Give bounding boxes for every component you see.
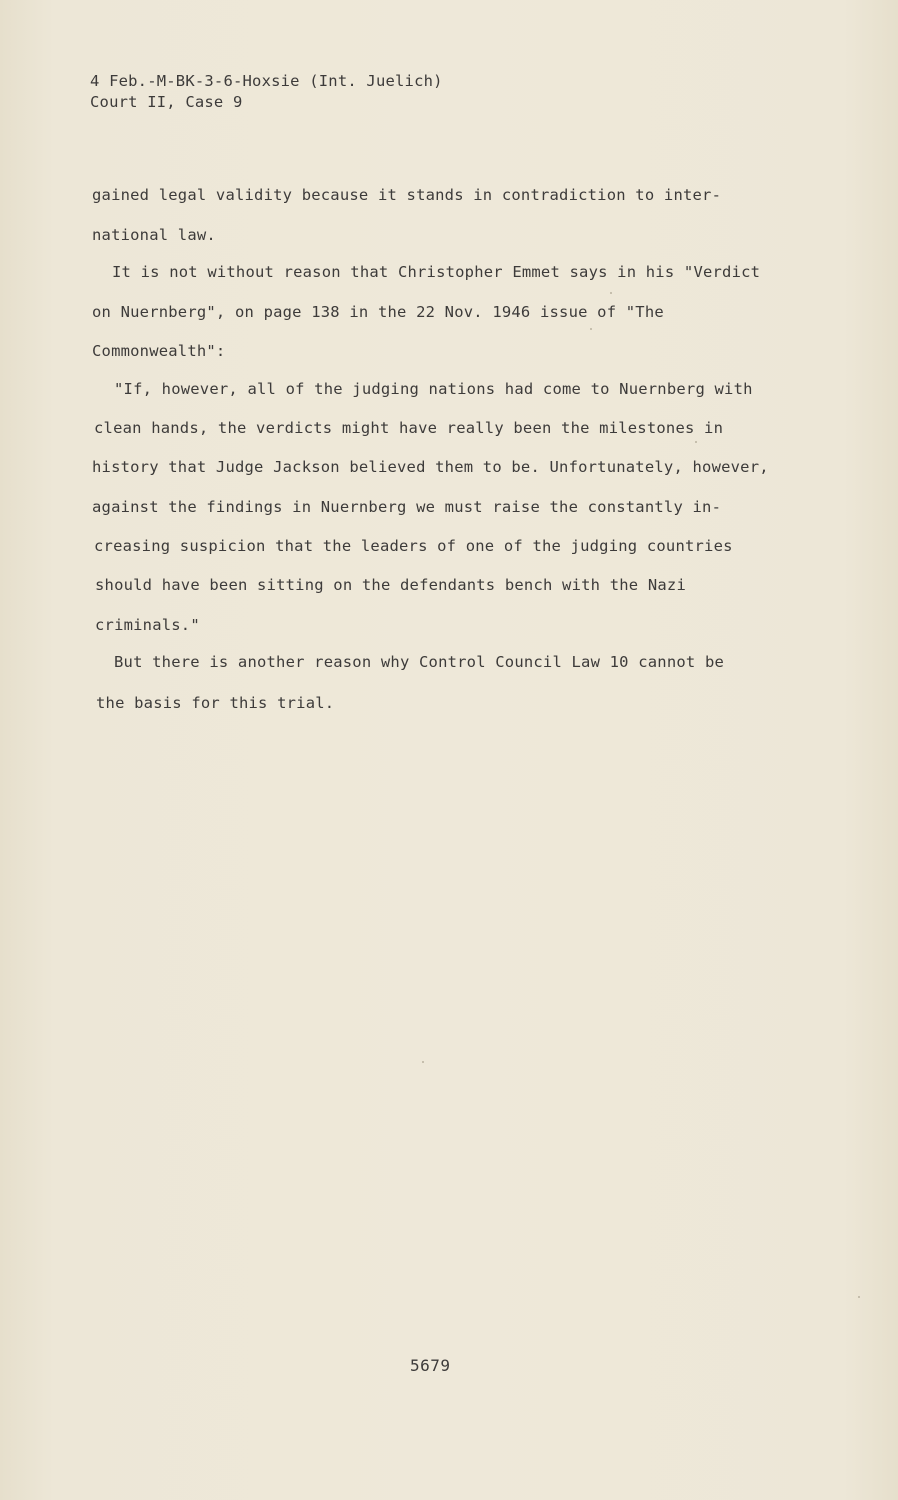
body-line: clean hands, the verdicts might have really been the milestones in <box>94 419 724 437</box>
paper-speck <box>858 1296 860 1298</box>
body-line: the basis for this trial. <box>96 694 335 712</box>
paper-speck <box>422 1061 424 1063</box>
body-line: creasing suspicion that the leaders of one of the judging countries <box>94 537 733 555</box>
body-line: against the findings in Nuernberg we must raise the constantly in- <box>92 498 722 516</box>
paper-speck <box>695 441 697 443</box>
page-number: 5679 <box>410 1356 451 1375</box>
body-line: Commonwealth": <box>92 342 226 360</box>
body-line: should have been sitting on the defendants bench with the Nazi <box>95 576 686 594</box>
header-court-case-line: Court II, Case 9 <box>90 93 243 111</box>
body-line: "If, however, all of the judging nations had come to Nuernberg with <box>114 380 753 398</box>
paper-speck <box>610 292 612 294</box>
body-line: gained legal validity because it stands in contradiction to inter- <box>92 186 722 204</box>
body-line: But there is another reason why Control Council Law 10 cannot be <box>114 653 725 671</box>
body-line: history that Judge Jackson believed them to be. Unfortunately, however, <box>92 458 769 476</box>
paper-speck <box>590 328 592 330</box>
header-reference-line: 4 Feb.-M-BK-3-6-Hoxsie (Int. Juelich) <box>90 72 443 90</box>
body-line: criminals." <box>95 616 200 634</box>
body-line: national law. <box>92 226 216 244</box>
body-line: on Nuernberg", on page 138 in the 22 Nov. 1946 issue of "The <box>92 303 664 321</box>
body-line: It is not without reason that Christopher Emmet says in his "Verdict <box>112 263 761 281</box>
